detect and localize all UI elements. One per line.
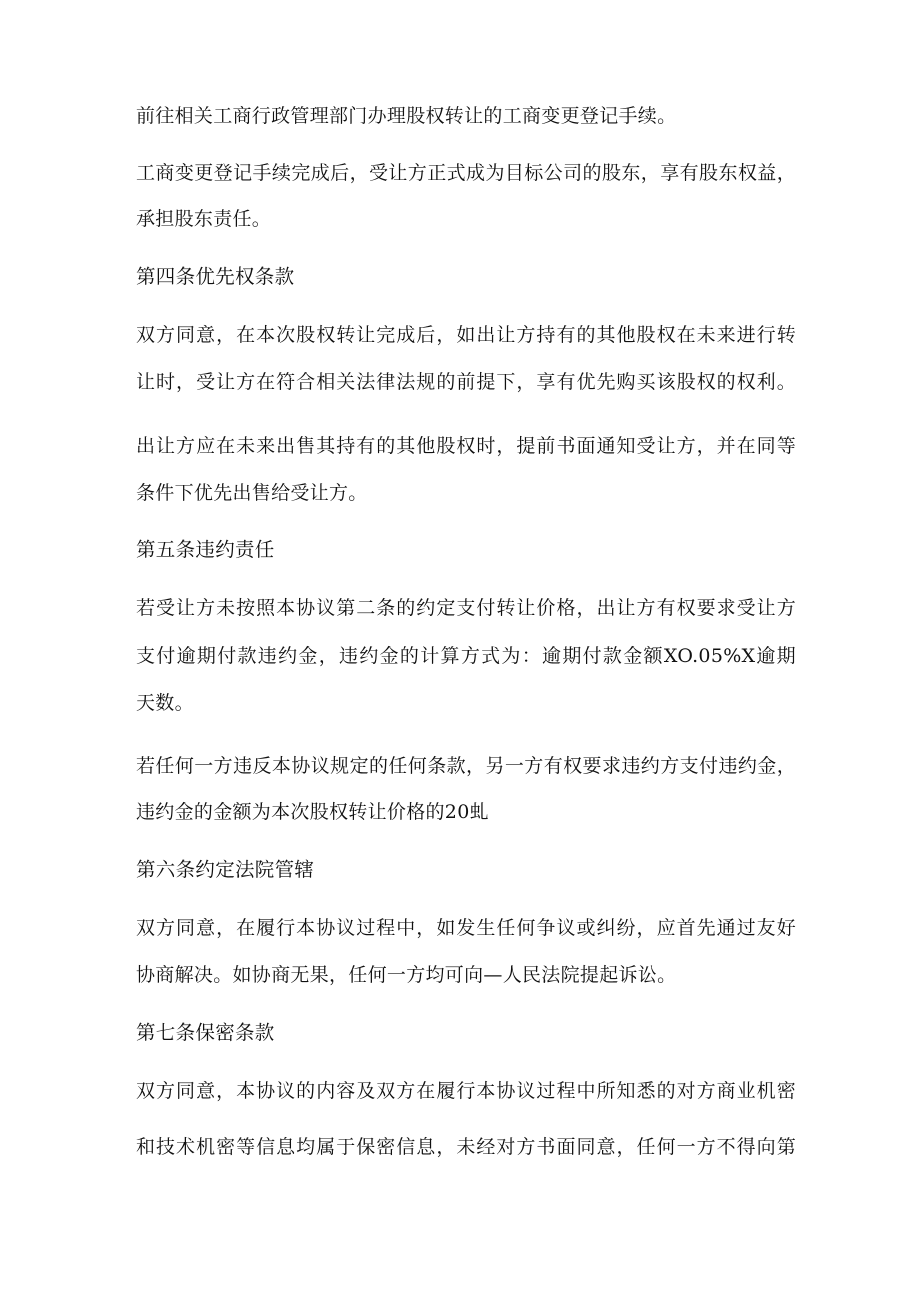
text-line: 双方同意，在履行本协议过程中，如发生任何争议或纠纷，应首先通过友好 [136, 917, 796, 939]
text-line: 工商变更登记手续完成后，受让方正式成为目标公司的股东，享有股东权益， [136, 162, 796, 184]
text-line: 条件下优先出售给受让方。 [136, 482, 368, 504]
section-heading: 第六条约定法院管辖 [136, 858, 315, 881]
text-line: 若受让方未按照本协议第二条的约定支付转让价格，出让方有权要求受让方 [136, 597, 796, 619]
text-line: 违约金的金额为本次股权转让价格的20虬 [136, 801, 489, 823]
section-heading: 第七条保密条款 [136, 1021, 275, 1044]
text-line: 双方同意，在本次股权转让完成后，如出让方持有的其他股权在未来进行转 [136, 324, 796, 346]
text-line: 若任何一方违反本协议规定的任何条款，另一方有权要求违约方支付违约金， [136, 755, 796, 777]
text-line: 出让方应在未来出售其持有的其他股权时，提前书面通知受让方，并在同等 [136, 435, 796, 457]
section-heading: 第五条违约责任 [136, 538, 275, 561]
text-line: 承担股东责任。 [136, 208, 272, 230]
text-line: 天数。 [136, 692, 194, 714]
text-line: 和技术机密等信息均属于保密信息，未经对方书面同意，任何一方不得向第 [136, 1136, 796, 1158]
text-line: 支付逾期付款违约金，违约金的计算方式为：逾期付款金额XO.05%X逾期 [136, 645, 796, 667]
section-heading: 第四条优先权条款 [136, 265, 295, 288]
text-line: 让时，受让方在符合相关法律法规的前提下，享有优先购买该股权的权利。 [136, 371, 796, 393]
text-line: 协商解决。如协商无果，任何一方均可向—人民法院提起诉讼。 [136, 964, 677, 986]
text-line: 前往相关工商行政管理部门办理股权转让的工商变更登记手续。 [136, 105, 677, 127]
text-line: 双方同意，本协议的内容及双方在履行本协议过程中所知悉的对方商业机密 [136, 1080, 796, 1102]
